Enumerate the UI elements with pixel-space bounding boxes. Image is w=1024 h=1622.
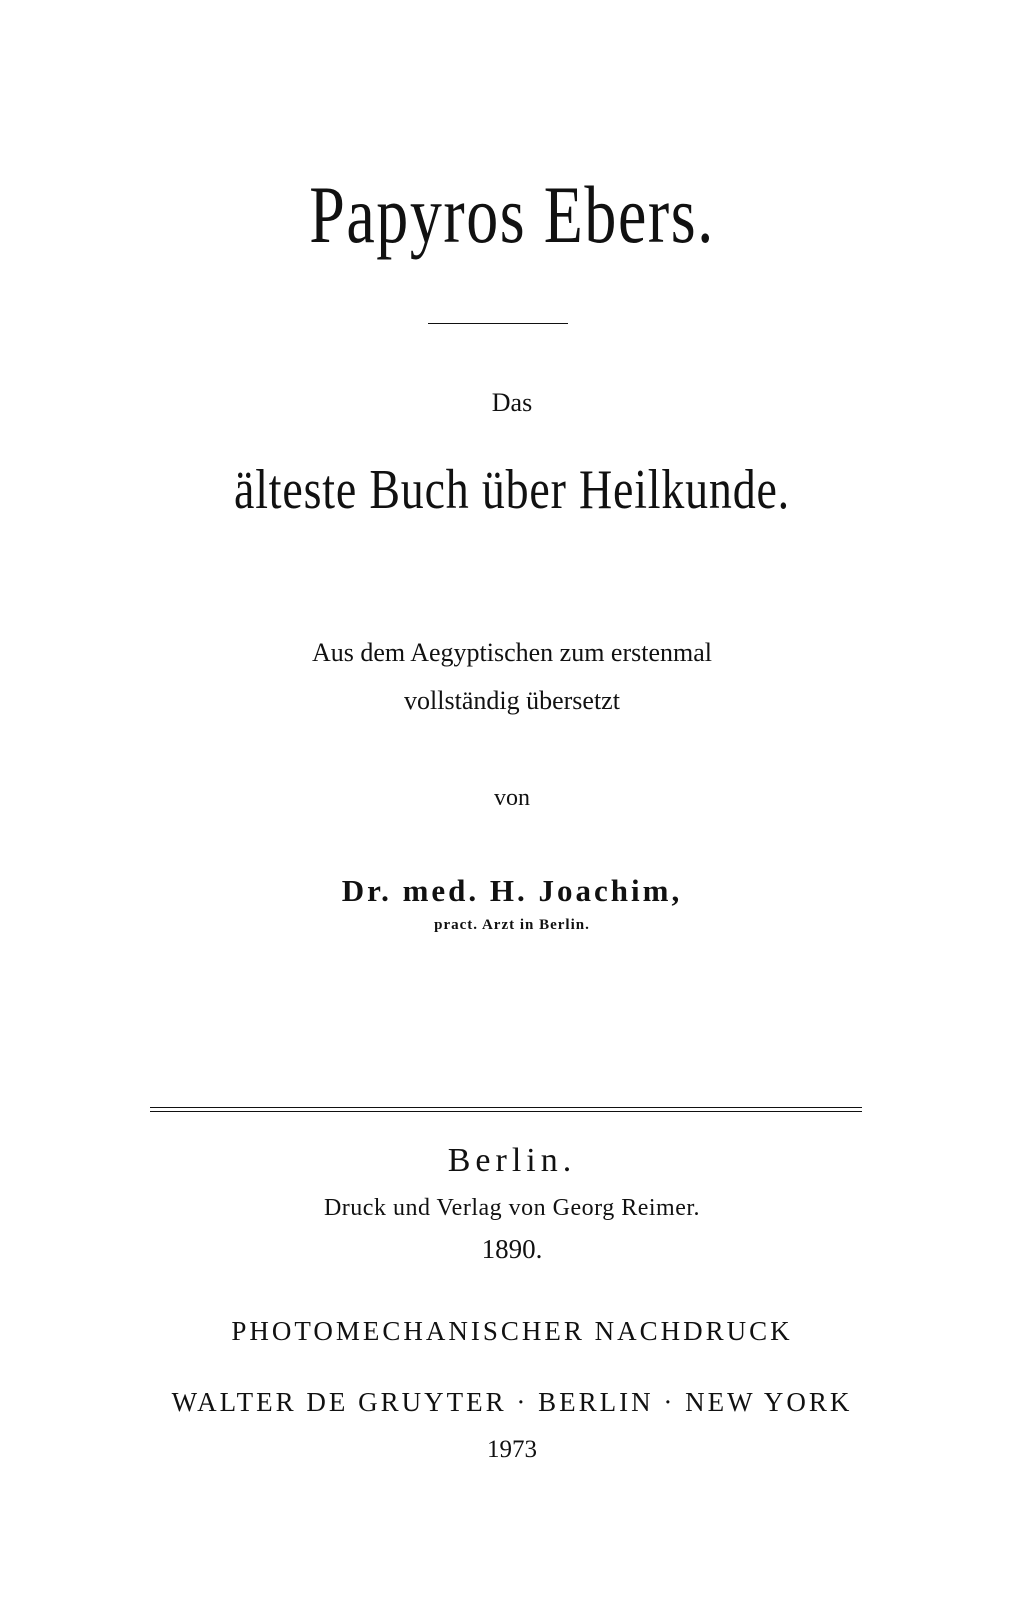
book-title: Papyros Ebers.: [309, 169, 715, 260]
original-year: 1890.: [481, 1234, 543, 1264]
reprint-year: 1973: [487, 1436, 537, 1463]
author-role: pract. Arzt in Berlin.: [434, 917, 590, 933]
book-subtitle: älteste Buch über Heilkunde.: [234, 459, 790, 521]
pre-subtitle: Das: [491, 388, 533, 417]
imprint-publisher: Druck und Verlag von Georg Reimer.: [323, 1195, 701, 1221]
author-name: Dr. med. H. Joachim,: [341, 873, 683, 908]
by-label: von: [494, 785, 530, 811]
reprint-note: PHOTOMECHANISCHER NACHDRUCK: [231, 1316, 793, 1346]
title-divider: [428, 323, 568, 324]
translation-note-line-1: Aus dem Aegyptischen zum erstenmal: [311, 638, 713, 667]
imprint-divider: [150, 1107, 862, 1112]
translation-note-line-2: vollständig übersetzt: [404, 686, 620, 715]
imprint-city: Berlin.: [447, 1142, 577, 1179]
reprint-publisher: WALTER DE GRUYTER · BERLIN · NEW YORK: [171, 1387, 853, 1417]
